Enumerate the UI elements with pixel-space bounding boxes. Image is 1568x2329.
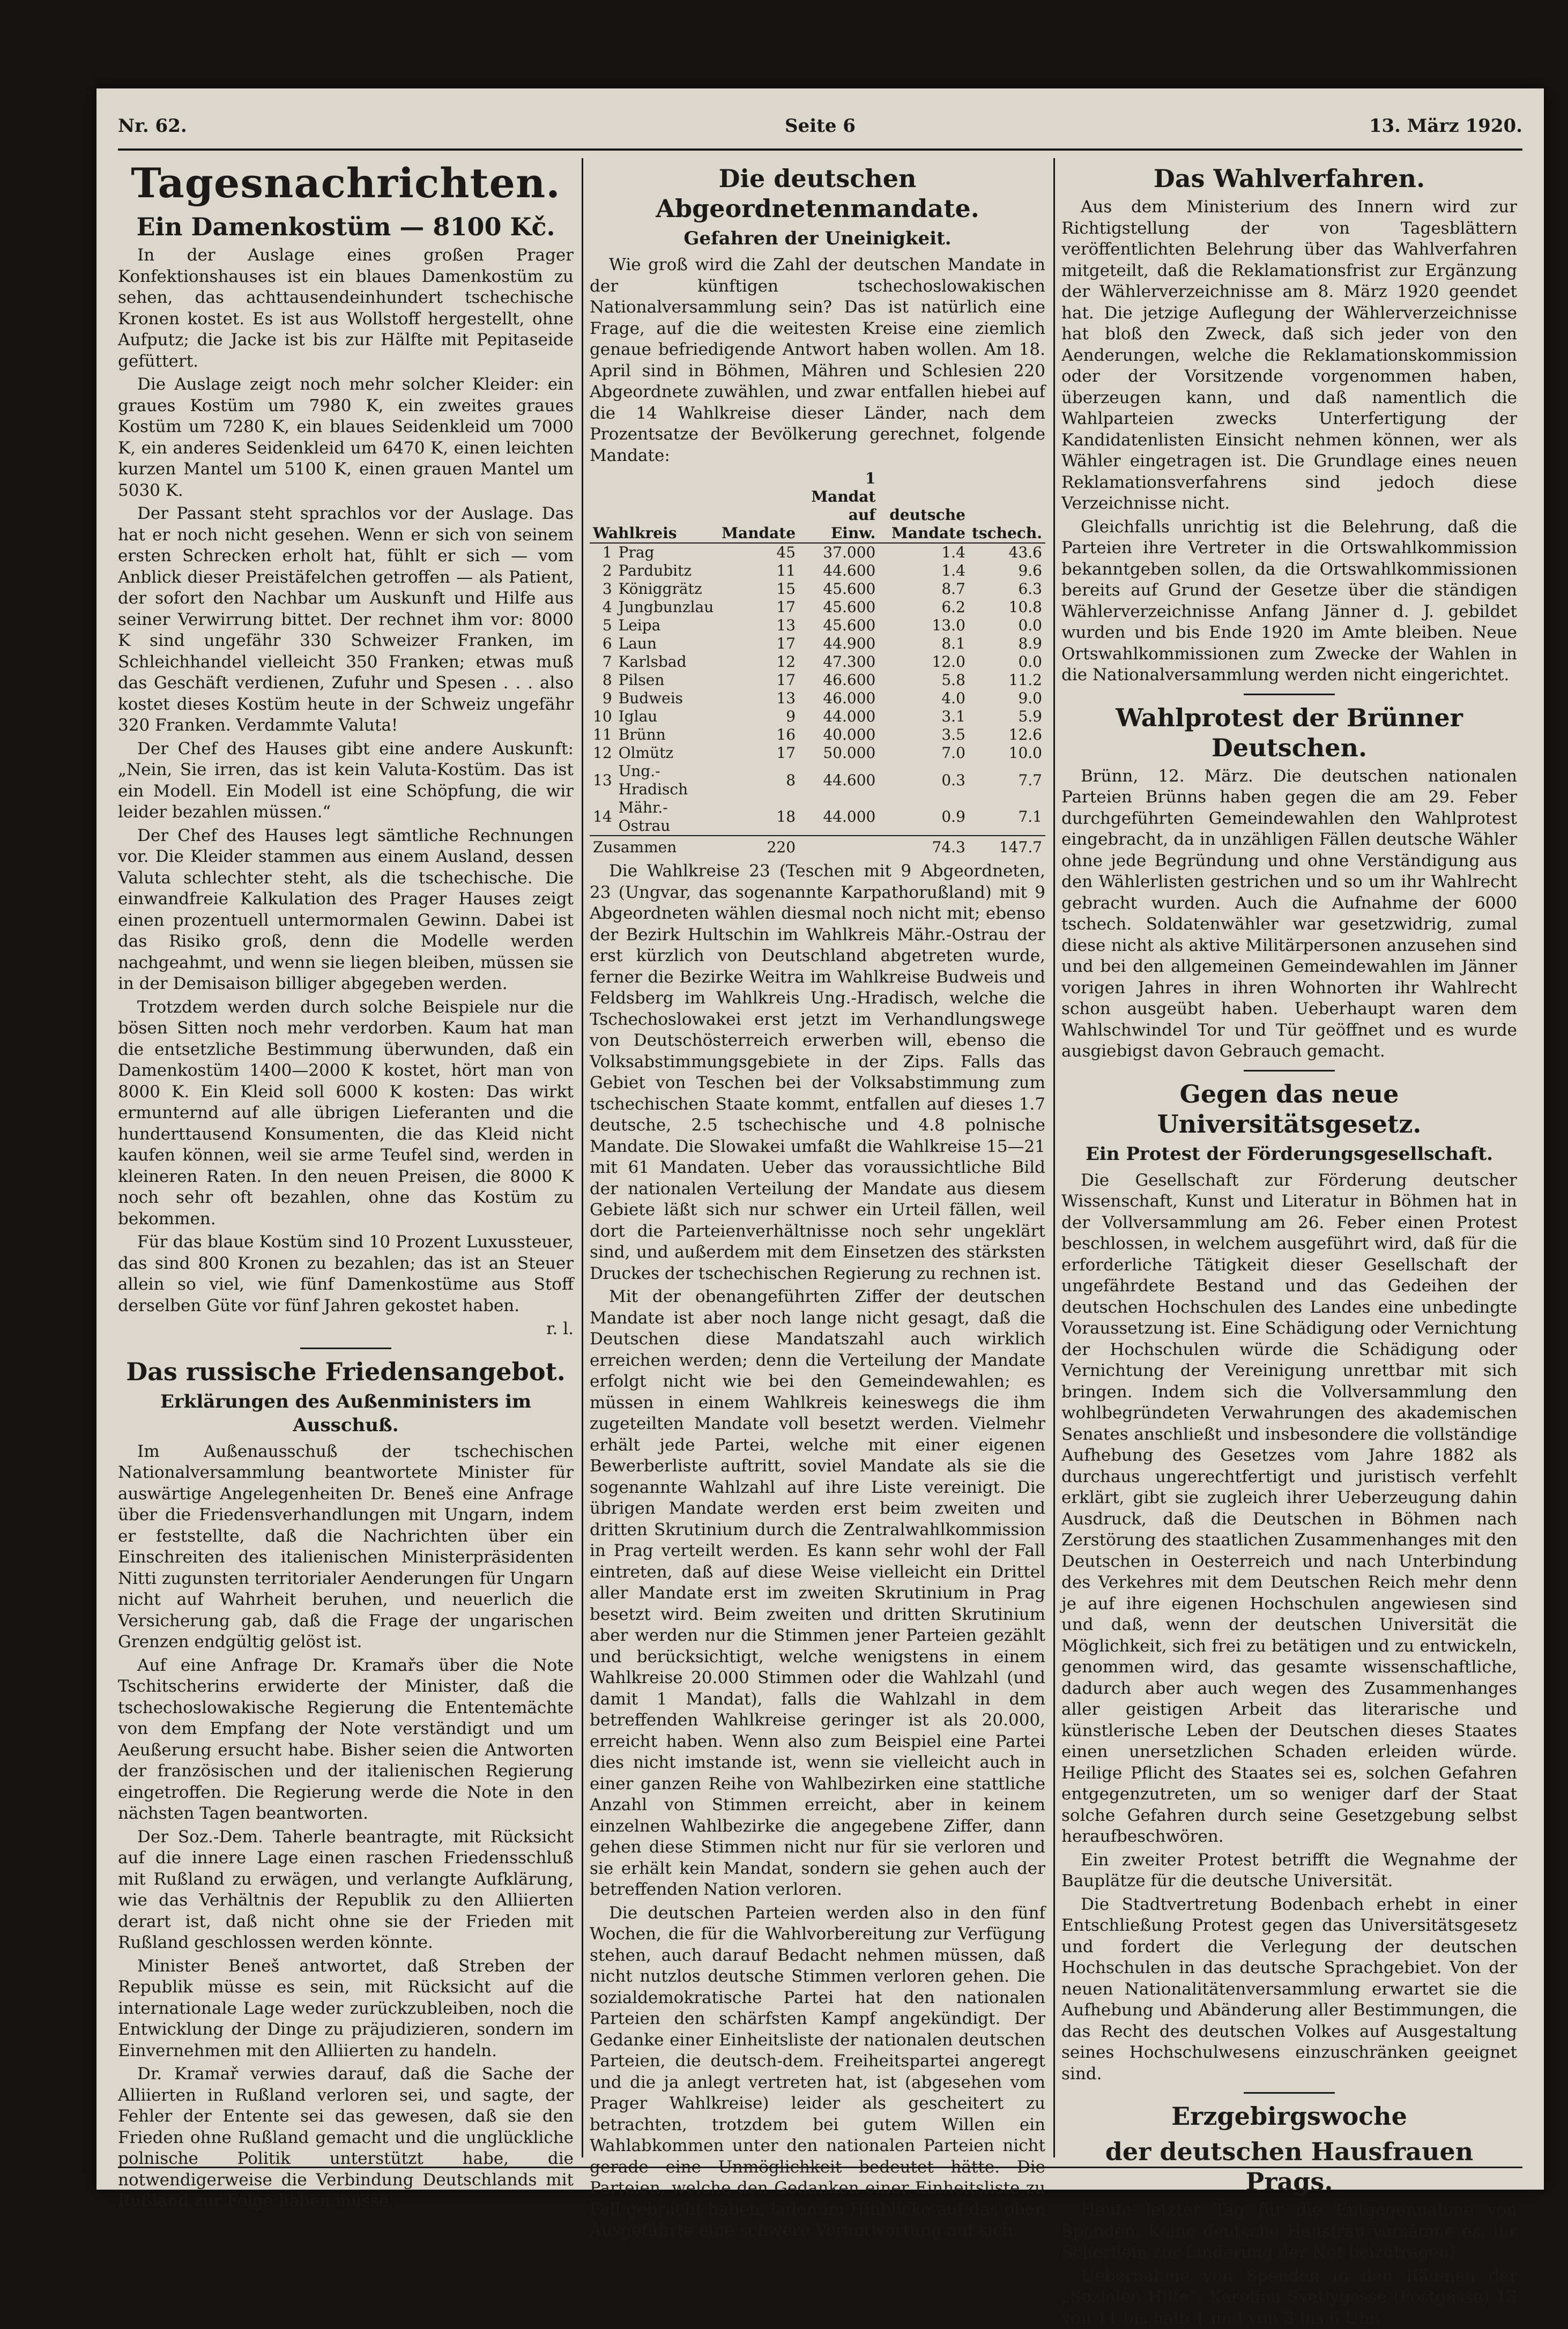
table-row [590, 580, 1045, 598]
table-cell: 12 [590, 744, 615, 762]
table-cell: 7.7 [969, 762, 1045, 799]
table-row [590, 726, 1045, 744]
article-title: Das Wahlverfahren. [1061, 163, 1517, 194]
table-cell: 10 [590, 708, 615, 726]
table-row [590, 671, 1045, 689]
table-cell: 17 [718, 598, 799, 616]
table-cell: 13 [718, 616, 799, 635]
table-cell: 1.4 [879, 562, 969, 580]
table-cell: 11.2 [969, 671, 1045, 689]
table-cell: 8.7 [879, 580, 969, 598]
table-cell: 11 [590, 726, 615, 744]
mandate-table [590, 470, 1045, 857]
separator-rule [1244, 1070, 1335, 1072]
paragraph: Auf eine Anfrage Dr. Kramařs über die Note Tschitscherins erwiderte der Minister, daß die tschechoslowakische Regierung die Ententemächte von dem Empfang der Note verständigt und um Aeußerung ersucht habe. Bisher seien die Antworten der französischen und der italienischen Regierung eingetroffen. Die Regierung werde die Note in den nächsten Tagen beantworten. [118, 1655, 574, 1825]
issue-date: 13. März 1920. [1369, 115, 1522, 137]
table-cell: Brünn [615, 726, 718, 744]
table-cell: 1 [590, 543, 615, 562]
table-cell: Karlsbad [615, 653, 718, 671]
table-cell: 12.6 [969, 726, 1045, 744]
table-cell: 3.1 [879, 708, 969, 726]
table-row [590, 616, 1045, 635]
column-header: Wahlkreis [590, 470, 718, 543]
table-cell: 44.000 [799, 708, 879, 726]
article-subtitle: Gefahren der Uneinigkeit. [590, 227, 1045, 250]
paragraph: In der Auslage eines großen Prager Konfektionshauses ist ein blaues Damenkostüm zu sehen, das achttausendeinhundert tschechische Kronen kostet. Es ist aus Wollstoff hergestellt, ohne Aufputz; die Jacke ist bis zur Hälfte mit Pepitaseide gefüttert. [118, 245, 574, 372]
article-body [118, 245, 574, 1340]
article-title: Das russische Friedensangebot. [118, 1357, 574, 1387]
table-cell: Olmütz [615, 744, 718, 762]
column-header: 1 Mandat auf Einw. [799, 470, 879, 543]
table-row [590, 744, 1045, 762]
table-cell: 7.0 [879, 744, 969, 762]
table-cell: 17 [718, 744, 799, 762]
table-cell: 13.0 [879, 616, 969, 635]
table-cell: 0.3 [879, 762, 969, 799]
table-row [590, 762, 1045, 799]
table-cell: 12.0 [879, 653, 969, 671]
paragraph: Trotzdem werden durch solche Beispiele nur die bösen Sitten noch mehr verdorben. Kaum hat man die entsetzliche Bestimmung überwunden, daß ein Damenkostüm 1400—2000 K kostet, hört man von 8000 K. Ein Kleid soll 6000 K kosten: Das wirkt ermunternd auf alle übrigen Lieferanten und die hunderttausend Konsumenten, die das Kleid nicht kaufen können, weil sie arme Teufel sind, werden in kleineren Raten. In den neuen Preisen, die 8000 K noch sehr oft bezahlen, ohne das Kostüm zu bekommen. [118, 997, 574, 1230]
article-signature: r. l. [118, 1319, 574, 1340]
paragraph: Uebernahme von Spenden in den Räumen der „Sozialen Hilfe“, Karolina Svetlygasse (Postgasse) 13 von 11 bis halb 1 und von 3 bis 6 Uhr. [1061, 2266, 1517, 2329]
table-row [590, 598, 1045, 616]
table-cell: 17 [718, 671, 799, 689]
table-cell: 220 [718, 836, 799, 857]
table-row [590, 689, 1045, 708]
paragraph: Die Wahlkreise 23 (Teschen mit 9 Abgeordneten, 23 (Ungvar, das sogenannte Karpathorußland) mit 9 Abgeordneten wählen diesmal noch nicht mit; ebenso der Bezirk Hultschin im Wahlkreis Mähr.-Ostrau der erst kürzlich von Deutschland abgetreten wurde, ferner die Bezirke Weitra im Wahlkreise Budweis und Feldsberg im Wahlkreis Ung.-Hradisch, welche die Tschechoslowakei erst jetzt im Verhandlungswege von Deutschösterreich erwerben will, ebenso die Volksabstimmungsgebiete in der Zips. Falls das Gebiet von Teschen bei der Volksabstimmung zum tschechischen Staate kommt, entfallen auf dieses 1.7 deutsche, 2.5 tschechische und 4.8 polnische Mandate. Die Slowakei umfaßt die Wahlkreise 15—21 mit 61 Mandaten. Ueber das voraussichtliche Bild der nationalen Verteilung der Mandate aus diesem Gebiete läßt sich nur schwer ein Urteil fällen, weil dort die Parteienverhältnisse noch sehr ungeklärt sind, und außerdem mit dem Einsetzen des stärksten Druckes der tschechischen Regierung zu rechnen ist. [590, 861, 1045, 1284]
table-cell: Königgrätz [615, 580, 718, 598]
paragraph: Mit der obenangeführten Ziffer der deutschen Mandate ist aber noch lange nicht gesagt, daß die Deutschen diese Mandatszahl auch wirklich erreichen werden; denn die Verteilung der Mandate erfolgt nicht wie bei den Gemeindewahlen; es müssen in einem Wahlkreis keineswegs die ihm zugeteilten Mandate voll besetzt werden. Vielmehr erhält jede Partei, welche mit einer eigenen Bewerberliste auftritt, soviel Mandate als sie die sogenannte Wahlzahl auf ihre Liste vereinigt. Die übrigen Mandate werden erst beim zweiten und dritten Skrutinium durch die Zentralwahlkommission in Prag verteilt werden. Es kann sehr wohl der Fall eintreten, daß auf diese Weise vielleicht ein Drittel aller Mandate erst im zweiten Skrutinium in Prag besetzt wird. Beim zweiten und dritten Skrutinium aber werden nur die Stimmen jener Parteien gezählt und berücksichtigt, welche wenigstens in einem Wahlkreise 20.000 Stimmen oder die Wahlzahl (und damit 1 Mandat), falls die Wahlzahl in dem betreffenden Wahlkreise geringer ist als 20.000, erreicht haben. Wenn also zum Beispiel eine Partei dies nicht imstande ist, wenn sie vielleicht auch in einer ganzen Reihe von Wahlbezirken eine stattliche Anzahl von Stimmen erreicht, aber in keinem einzelnen Wahlbezirke die angegebene Ziffer, dann gehen diese Stimmen nicht nur für sie verloren und sie erhält kein Mandat, sondern sie gehen auch der betreffenden Nation verloren. [590, 1286, 1045, 1901]
table-cell: Iglau [615, 708, 718, 726]
table-cell: 44.900 [799, 635, 879, 653]
separator-rule [1244, 694, 1335, 695]
article-subtitle: Ein Protest der Förderungsgesellschaft. [1061, 1142, 1517, 1166]
paragraph: Im Außenausschuß der tschechischen Nationalversammlung beantwortete Minister für auswärtige Angelegenheiten Dr. Beneš eine Anfrage über die Friedensverhandlungen mit Ungarn, indem er feststellte, daß die Nachrichten über ein Einschreiten des italienischen Ministerpräsidenten Nitti zugunsten territorialer Aenderungen für Ungarn nicht auf Wahrheit beruhen, und neuerlich die Versicherung gab, daß die Frage der ungarischen Grenzen endgültig gelöst ist. [118, 1441, 574, 1653]
separator-rule [300, 1348, 391, 1349]
column-divider-2 [1053, 158, 1055, 2157]
article-body [118, 1441, 574, 2212]
paragraph: Aus dem Ministerium des Innern wird zur Richtigstellung der von Tagesblättern veröffentlichten Belehrung über das Wahlverfahren mitgeteilt, daß die Reklamationsfrist zur Ergänzung der Wählerverzeichnisse am 8. März 1920 geendet hat. Die jetzige Auflegung der Wählerverzeichnisse hat bloß den Zweck, daß sich jeder von den Aenderungen, welche die Reklamationskommission oder der Vorsitzende vorgenommen haben, überzeugen kann, und daß namentlich die Wahlparteien zwecks Unterfertigung der Kandidatenlisten Einsicht nehmen können, wer als Wähler eingetragen ist. Die Grundlage eines neuen Reklamationsverfahrens sind jedoch diese Verzeichnisse nicht. [1061, 197, 1517, 515]
table-cell: 46.600 [799, 671, 879, 689]
table-cell: 40.000 [799, 726, 879, 744]
table-cell: 1.4 [879, 543, 969, 562]
table-cell: 7 [590, 653, 615, 671]
table-cell: 10.8 [969, 598, 1045, 616]
total-label: Zusammen [590, 836, 718, 857]
table-row [590, 799, 1045, 836]
table-cell: 44.600 [799, 562, 879, 580]
table-cell: Leipa [615, 616, 718, 635]
paragraph: Ein zweiter Protest betrifft die Wegnahme der Bauplätze für die deutsche Universität. [1061, 1850, 1517, 1892]
table-cell: 5 [590, 616, 615, 635]
paragraph: Der Passant steht sprachlos vor der Auslage. Das hat er noch nicht gesehen. Wenn er sich von seinem ersten Schrecken erholt hat, fühlt er sich — vom Anblick dieser Preistäfelchen getroffen — als Patient, der sofort den Nachbar um Auskunft und Hilfe aus seiner Verwirrung bittet. Der rechnet ihm vor: 8000 K sind ungefähr 330 Schweizer Franken, im Schleichhandel vielleicht 350 Franken; etwas muß das Geschäft verdienen, Zufuhr und Spesen . . . also kostet dieses Kostüm heute in der Schweiz ungefähr 320 Franken. Verdammte Valuta! [118, 503, 574, 736]
table-cell: 45.600 [799, 580, 879, 598]
table-row [590, 543, 1045, 562]
table-cell: 43.6 [969, 543, 1045, 562]
table-cell: 6 [590, 635, 615, 653]
table-cell: 9 [590, 689, 615, 708]
table-cell: 18 [718, 799, 799, 836]
table-cell: 0.0 [969, 653, 1045, 671]
issue-number: Nr. 62. [118, 115, 187, 137]
table-cell: 3.5 [879, 726, 969, 744]
table-header-row [590, 470, 1045, 543]
table-cell: Jungbunzlau [615, 598, 718, 616]
table-cell: 47.300 [799, 653, 879, 671]
table-cell: 45.600 [799, 598, 879, 616]
table-cell: 44.000 [799, 799, 879, 836]
table-cell: 37.000 [799, 543, 879, 562]
table-row [590, 653, 1045, 671]
table-cell: 45.600 [799, 616, 879, 635]
column-1 [118, 158, 574, 2157]
article-title: Erzgebirgswoche [1061, 2101, 1517, 2131]
table-cell: 7.1 [969, 799, 1045, 836]
paragraph: Brünn, 12. März. Die deutschen nationalen Parteien Brünns haben gegen die am 29. Feber durchgeführten Gemeindewahlen den Wahlprotest eingebracht, da in unzähligen Fällen deutsche Wähler ohne jede Begründung und ohne Verständigung aus den Wählerlisten gestrichen und so um ihr Wahlrecht gebracht wurden. Auch die Aufnahme der 6000 tschech. Soldatenwähler war gesetzwidrig, zumal diese nicht als aktive Militärpersonen anzusehen sind und bei den allgemeinen Gemeindewahlen im Jänner vorigen Jahres in ihren Wohnorten ihr Wahlrecht schon ausgeübt haben. Ueberhaupt waren dem Wahlschwindel Tor und Tür geöffnet und es wurde ausgiebigst davon Gebrauch gemacht. [1061, 766, 1517, 1062]
table-cell: Pardubitz [615, 562, 718, 580]
table-cell: Budweis [615, 689, 718, 708]
table-cell: 9 [718, 708, 799, 726]
table-cell: 16 [718, 726, 799, 744]
paragraph: Wie groß wird die Zahl der deutschen Mandate in der künftigen tschechoslowakischen Nationalversammlung sein? Das ist natürlich eine Frage, auf die die weitesten Kreise eine ziemlich genaue befriedigende Antwort haben wollen. Am 18. April sind in Böhmen, Mähren und Schlesien 220 Abgeordnete zuwählen, und zwar entfallen hiebei auf die 14 Wahlkreise dieser Länder, nach dem Prozentsatze der Bevölkerung gerechnet, folgende Mandate: [590, 255, 1045, 466]
column-header: tschech. [969, 470, 1045, 543]
article-subtitle: Erklärungen des Außenministers im Ausschuß. [118, 1390, 574, 1437]
table-cell: 6.2 [879, 598, 969, 616]
table-cell: 74.3 [879, 836, 969, 857]
paragraph: Dr. Kramař verwies darauf, daß die Sache der Alliierten in Rußland verloren sei, und sagte, der Fehler der Entente sei das gewesen, daß sie den Frieden ohne Rußland gemacht und die unglückliche polnische Politik unterstützt habe, die notwendigerweise die Verbindung Deutschlands mit Rußland zur Folge haben müsse. [118, 2064, 574, 2212]
table-cell: 11 [718, 562, 799, 580]
article-title-line2: der deutschen Hausfrauen Prags. [1061, 2137, 1517, 2197]
table-cell: 46.000 [799, 689, 879, 708]
table-cell: 15 [718, 580, 799, 598]
paragraph: Gleichfalls unrichtig ist die Belehrung, daß die Parteien ihre Vertreter in die Ortswahlkommission bekanntgeben sollen, da die Ortswahlkommissionen bereits auf Grund der Gesetze über die ständigen Wählerverzeichnisse Anfang Jänner d. J. gebildet wurden und bis Ende 1920 im Amte bleiben. Neue Ortswahlkommissionen zum Zwecke der Wahlen in die Nationalversammlung werden nicht eingerichtet. [1061, 517, 1517, 686]
paragraph: Minister Beneš antwortet, daß Streben der Republik müsse es sein, mit Rücksicht auf die internationale Lage weder zurückzubleiben, noch die Entwicklung der Dinge zu präjudizieren, sondern im Einvernehmen mit den Alliierten zu handeln. [118, 1956, 574, 2062]
column-divider-1 [582, 158, 583, 2157]
column-header: deutsche Mandate [879, 470, 969, 543]
paragraph: Heute letzter Tag für die Entgegennahme von Spenden. Keine deutsche Hausfrau versäume es, ihr Scherflein zur Linderung der Not beizutragen! [1061, 2200, 1517, 2264]
table-total-row [590, 836, 1045, 857]
paragraph: Der Soz.-Dem. Taherle beantragte, mit Rücksicht auf die innere Lage einen raschen Friedensschluß mit Rußland zu erwägen, und verlangte Aufklärung, wie das Verhältnis der Republik zu den Alliierten derart ist, daß nicht ohne sie der Frieden mit Rußland geschlossen werden könnte. [118, 1827, 574, 1954]
paragraph: Die Gesellschaft zur Förderung deutscher Wissenschaft, Kunst und Literatur in Böhmen hat in der Vollversammlung am 26. Feber einen Protest beschlossen, in welchem ausgeführt wird, daß für die erforderliche Tätigkeit dieser Gesellschaft der ungefährdete Bestand und das Gedeihen der deutschen Hochschulen des Landes eine unbedingte Voraussetzung ist. Eine Schädigung oder Vernichtung der Hochschulen würde die Schädigung oder Vernichtung der Vereinigung unrettbar mit sich bringen. Indem sich die Vollversammlung den wohlbegründeten Verwahrungen des akademischen Senates anschließt und insbesondere die vollständige Aufhebung des Gesetzes vom Jahre 1882 als durchaus ungerechtfertigt und juristisch verfehlt erklärt, gibt sie zugleich ihrer Ueberzeugung dahin Ausdruck, daß die Deutschen in Böhmen nach Zerstörung des staatlichen Zusammenhanges mit den Deutschen in Oesterreich und nach Unterbindung des Verkehres mit dem Deutschen Reich mehr denn je auf ihre eigenen Hochschulen angewiesen sind und daß, wenn der deutschen Universität die Möglichkeit, sich frei zu betätigen und zu entwickeln, genommen wird, das gesamte wissenschaftliche, dadurch aber auch wegen des Zusammenhanges aller geistigen Arbeit das literarische und künstlerische Leben der Deutschen dieses Staates einen unersetzlichen Schaden erleiden würde. Heilige Pflicht des Staates sei es, solchen Gefahren entgegenzutreten, um so weniger darf der Staat solche Gefahren durch seine Gesetzgebung selbst heraufbeschwören. [1061, 1170, 1517, 1848]
table-cell: 5.8 [879, 671, 969, 689]
table-cell: 0.9 [879, 799, 969, 836]
table-cell: 9.6 [969, 562, 1045, 580]
article-title: Ein Damenkostüm — 8100 Kč. [118, 212, 574, 242]
paragraph: Die Auslage zeigt noch mehr solcher Kleider: ein graues Kostüm um 7980 K, ein zweites graues Kostüm um 7280 K, ein blaues Seidenkleid um 7000 K, ein anderes Seidenkleid um 6470 K, einen leichten kurzen Mantel um 5100 K, einen grauen Mantel um 5030 K. [118, 374, 574, 501]
newspaper-page [96, 88, 1544, 2190]
table-cell: 10.0 [969, 744, 1045, 762]
table-cell: Ung.-Hradisch [615, 762, 718, 799]
table-cell: 4.0 [879, 689, 969, 708]
paragraph: Die deutschen Parteien werden also in den fünf Wochen, die für die Wahlvorbereitung zur Verfügung stehen, auch darauf Bedacht nehmen müssen, daß nicht nutzlos deutsche Stimmen verloren gehen. Die sozialdemokratische Partei hat den nationalen Parteien den schärfsten Kampf angekündigt. Der Gedanke einer Einheitsliste der nationalen deutschen Parteien, die deutsch-dem. Freiheitspartei angeregt und die ja anlegt vertreten hat, ist (abgesehen vom Prager Wahlkreise) leider als gescheitert zu betrachten, trotzdem bei gutem Willen ein Wahlabkommen unter den nationalen Parteien nicht gerade eine Unmöglichkeit bedeutet hätte. Die Parteien, welche den Gedanken einer Einheitsliste zu Fall gebracht haben, laden im Hinblicke auf das oben Ausgeführte eine schwere Verantwortung auf sich. [590, 1903, 1045, 2242]
paragraph: Der Chef des Hauses gibt eine andere Auskunft: „Nein, Sie irren, das ist kein Valuta-Kostüm. Das ist ein Modell. Ein Modell ist eine Schöpfung, die wir leider bezahlen müssen.“ [118, 739, 574, 823]
table-cell: 44.600 [799, 762, 879, 799]
table-row [590, 562, 1045, 580]
table-cell: Laun [615, 635, 718, 653]
table-cell: 50.000 [799, 744, 879, 762]
article-title: Gegen das neue Universitätsgesetz. [1061, 1079, 1517, 1139]
table-cell: 8 [718, 762, 799, 799]
column-3 [1061, 158, 1517, 2157]
table-cell: Prag [615, 543, 718, 562]
table-cell: 9.0 [969, 689, 1045, 708]
table-body [590, 543, 1045, 836]
table-row [590, 635, 1045, 653]
section-title: Tagesnachrichten. [118, 160, 574, 206]
bottom-rule [118, 2167, 1522, 2168]
header-rule [118, 148, 1522, 151]
table-cell: Mähr.-Ostrau [615, 799, 718, 836]
table-cell: 4 [590, 598, 615, 616]
table-cell: 147.7 [969, 836, 1045, 857]
article-title: Wahlprotest der Brünner Deutschen. [1061, 703, 1517, 763]
table-cell: 45 [718, 543, 799, 562]
separator-rule [1244, 2092, 1335, 2094]
table-cell: 0.0 [969, 616, 1045, 635]
paragraph: Der Chef des Hauses legt sämtliche Rechnungen vor. Die Kleider stammen aus einem Ausland, dessen Valuta schlechter steht, als die tschechische. Die einwandfreie Kalkulation des Prager Hauses zeigt einen prozentuell untermormalen Gewinn. Dabei ist das Risiko groß, denn die Modelle werden nachgeahmt, und wenn sie liegen bleiben, müssen sie in der Demisaison billiger abgegeben werden. [118, 825, 574, 995]
paragraph: Die Stadtvertretung Bodenbach erhebt in einer Entschließung Protest gegen das Universitätsgesetz und fordert die Verlegung der deutschen Hochschulen in das deutsche Sprachgebiet. Von der neuen Nationalitätenversammlung erwartet sie die Aufhebung und Abänderung aller Bestimmungen, die das Recht des deutschen Volkes auf Ausgestaltung seines Hochschulwesens einzuschränken geeignet sind. [1061, 1894, 1517, 2085]
page-header [118, 110, 1522, 142]
table-cell: 14 [590, 799, 615, 836]
table-cell: 5.9 [969, 708, 1045, 726]
paragraph: Für das blaue Kostüm sind 10 Prozent Luxussteuer, das sind 800 Kronen zu bezahlen; das ist an Steuer allein so viel, wie fünf Damenkostüme aus Stoff derselben Güte vor fünf Jahren gekostet haben. [118, 1232, 574, 1316]
table-cell: 3 [590, 580, 615, 598]
table-cell [799, 836, 879, 857]
table-cell: 8.1 [879, 635, 969, 653]
column-2 [590, 158, 1045, 2157]
column-header: Mandate [718, 470, 799, 543]
table-cell: 8 [590, 671, 615, 689]
table-cell: 13 [718, 689, 799, 708]
table-cell: 13 [590, 762, 615, 799]
table-row [590, 708, 1045, 726]
table-cell: Pilsen [615, 671, 718, 689]
table-cell: 2 [590, 562, 615, 580]
table-cell: 17 [718, 635, 799, 653]
table-cell: 8.9 [969, 635, 1045, 653]
article-title: Die deutschen Abgeordnetenmandate. [590, 163, 1045, 224]
table-cell: 6.3 [969, 580, 1045, 598]
table-cell: 12 [718, 653, 799, 671]
page-number: Seite 6 [118, 115, 1522, 137]
